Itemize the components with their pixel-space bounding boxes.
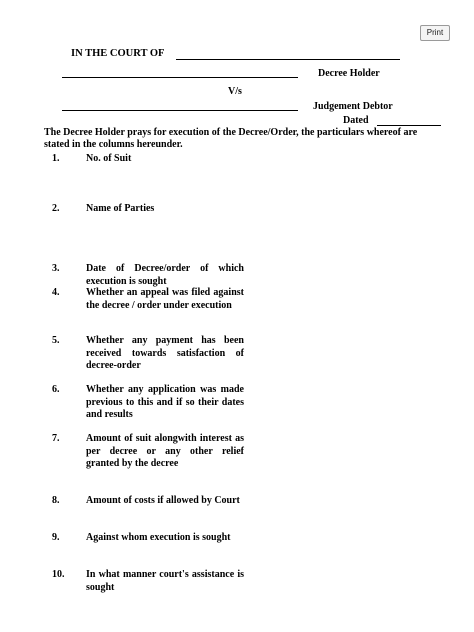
item-number: 1. <box>52 153 60 164</box>
item-number: 5. <box>52 335 60 346</box>
item-number: 9. <box>52 532 60 543</box>
item-number: 3. <box>52 263 60 274</box>
item-text: Whether any application was made previous to this and if so their dates and results <box>86 384 244 420</box>
decree-holder-label: Decree Holder <box>318 68 380 79</box>
item-number: 6. <box>52 384 60 395</box>
judgement-debtor-label: Judgement Debtor <box>313 101 393 112</box>
item-text: Whether an appeal was filed against the decree / order under execution <box>86 287 244 311</box>
dated-label: Dated <box>343 115 369 126</box>
item-text: No. of Suit <box>86 153 132 164</box>
item-number: 10. <box>52 569 65 580</box>
print-button[interactable]: Print <box>420 25 450 41</box>
item-text: Amount of suit alongwith interest as per decree or any other relief granted by the decree <box>86 433 244 469</box>
item-number: 2. <box>52 203 60 214</box>
item-text: Date of Decree/order of which execution is sought <box>86 263 244 287</box>
date-blank <box>377 125 441 126</box>
item-number: 4. <box>52 287 60 298</box>
item-text: Against whom execution is sought <box>86 532 231 543</box>
court-label: IN THE COURT OF <box>71 48 165 59</box>
intro-paragraph: The Decree Holder prays for execution of the Decree/Order, the particulars whereof are stated in the columns hereunder. <box>44 127 418 150</box>
item-text: Amount of costs if allowed by Court <box>86 495 240 506</box>
judgement-debtor-blank <box>62 110 298 111</box>
item-number: 7. <box>52 433 60 444</box>
item-text: Name of Parties <box>86 203 155 214</box>
decree-holder-blank <box>62 77 298 78</box>
item-number: 8. <box>52 495 60 506</box>
item-text: In what manner court's assistance is sought <box>86 569 244 593</box>
item-text: Whether any payment has been received towards satisfaction of decree-order <box>86 335 244 371</box>
versus-label: V/s <box>228 86 242 97</box>
court-name-blank <box>176 59 400 60</box>
